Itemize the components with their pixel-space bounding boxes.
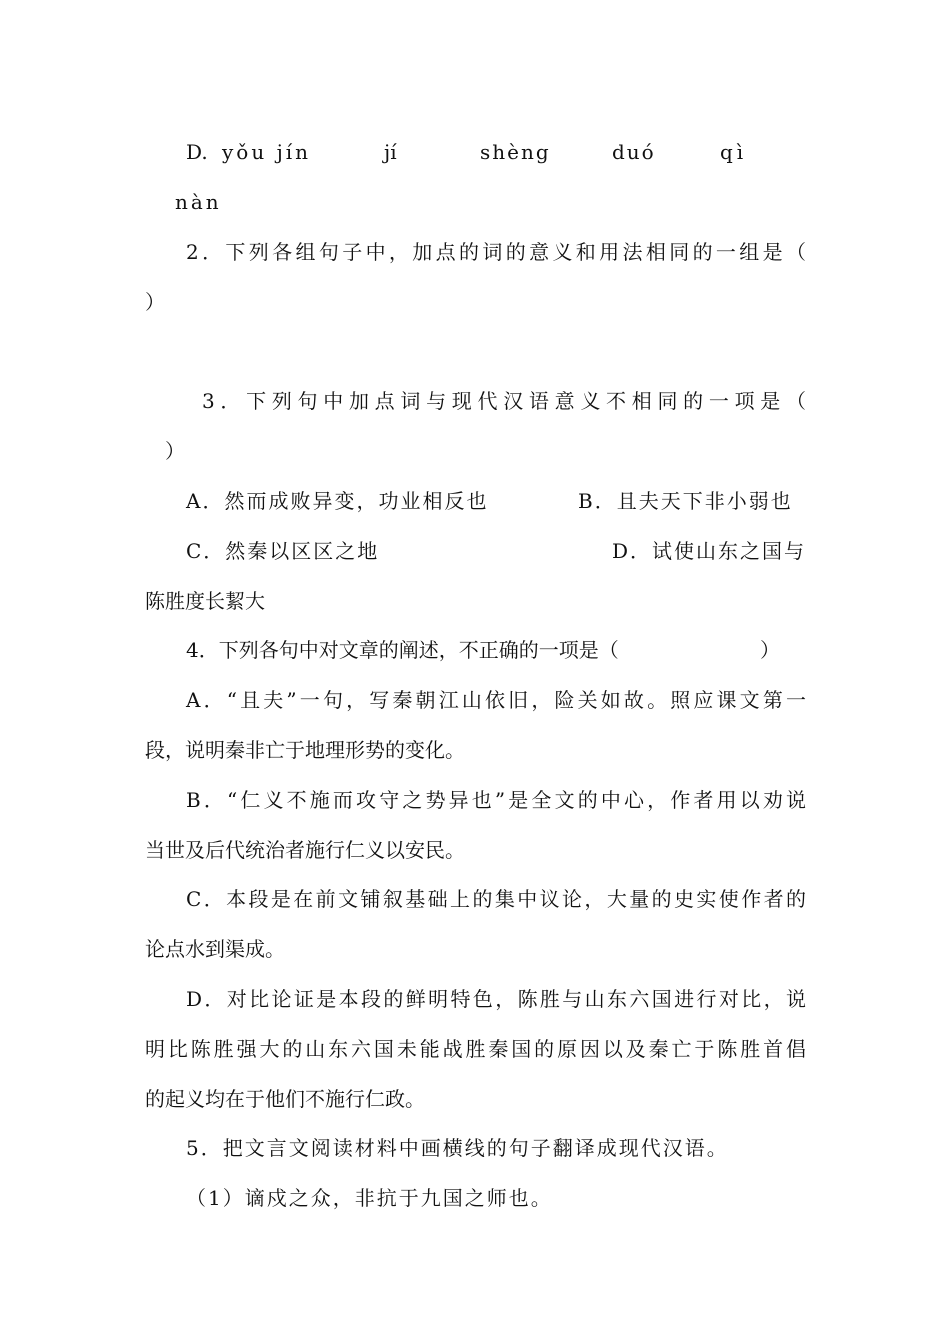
q4-stem [186,635,806,665]
q4-option-b-line-2: 当世及后代统治者施行仁义以安民。 [145,838,465,862]
q4-option-c-line-2: 论点水到渠成。 [145,937,285,961]
q4-stem-text: 4．下列各句中对文章的阐述，不正确的一项是（ [186,638,619,662]
q5-item-1: （1）谪戍之众，非抗于九国之师也。 [186,1186,553,1210]
q1-option-d-label: D. [186,140,208,164]
q5-stem: 5．把文言文阅读材料中画横线的句子翻译成现代汉语。 [186,1136,729,1160]
q4-option-d-line-2: 明比陈胜强大的山东六国未能战胜秦国的原因以及秦亡于陈胜首倡 [145,1037,806,1061]
q3-option-b: B．且夫天下非小弱也 [578,489,793,513]
q3-option-d-2: 陈胜度长絜大 [145,589,265,613]
q4-option-d-line-1: D．对比论证是本段的鲜明特色，陈胜与山东六国进行对比，说 [186,987,806,1011]
q2-stem: 2．下列各组句子中，加点的词的意义和用法相同的一组是（ [186,240,806,264]
q3-option-d-1: D．试使山东之国与 [612,539,807,563]
q2-stem-end: ） [145,290,165,314]
q3-option-c: C．然秦以区区之地 [186,539,380,563]
q1-pinyin-6: nàn [175,190,222,214]
q3-stem: 3．下列句中加点词与现代汉语意义不相同的一项是（ [202,389,806,413]
q4-option-d-line-3: 的起义均在于他们不施行仁政。 [145,1087,425,1111]
q4-stem-end: ） [760,638,780,662]
q4-option-c-line-1: C．本段是在前文铺叙基础上的集中议论，大量的史实使作者的 [186,887,806,911]
q1-pinyin-5: qì [720,140,748,164]
q1-pinyin-3: shèng [480,140,551,164]
q1-option-d-line [186,137,806,167]
q4-option-a-line-2: 段，说明秦非亡于地理形势的变化。 [145,738,465,762]
q3-option-a: A．然而成败异变，功业相反也 [186,489,489,513]
q4-option-a-line-1: A．“且夫”一句，写秦朝江山依旧，险关如故。照应课文第一 [186,688,806,712]
q1-pinyin-1: yǒu jín [222,140,312,164]
q3-stem-end: ） [165,439,185,463]
q1-pinyin-4: duó [612,140,656,164]
q4-option-b-line-1: B．“仁义不施而攻守之势异也”是全文的中心，作者用以劝说 [186,788,806,812]
q1-pinyin-2: jí [384,140,397,164]
